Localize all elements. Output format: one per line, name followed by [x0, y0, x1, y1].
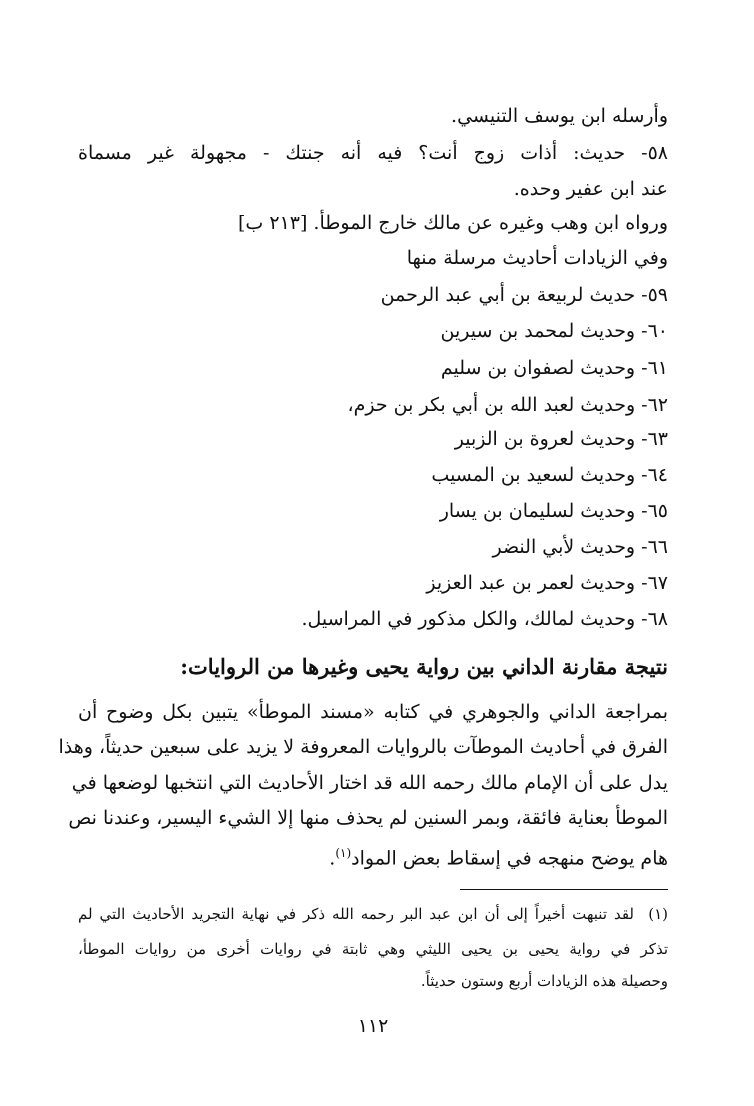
footnote-line: وحصيلة هذه الزيادات أربع وستون حديثاً. — [420, 972, 668, 990]
list-item: ٦٤- وحديث لسعيد بن المسيب — [431, 464, 668, 486]
paragraph-line: الموطأ بعناية فائقة، وبمر السنين لم يحذف منها إلا الشيء اليسير، وعندنا نص — [68, 807, 668, 829]
footnote-line: لقد تنبهت أخيراً إلى أن ابن عبد البر رحمه الله ذكر في نهاية التجريد الأحاديث التي لم — [78, 905, 634, 923]
paragraph-line: الفرق في أحاديث الموطآت بالروايات المعروفة لا يزيد على سبعين حديثاً، وهذا — [58, 736, 668, 758]
footnote-divider — [460, 889, 668, 890]
paragraph-line: يدل على أن الإمام مالك رحمه الله قد اختار الأحاديث التي انتخبها لوضعها في — [71, 772, 668, 794]
page-number: ١١٢ — [357, 1015, 389, 1037]
footnote-line: تذكر في رواية يحيى بن يحيى الليثي وهي ثابتة في روايات أخرى من روايات الموطأ، — [78, 940, 668, 958]
paragraph-end-mark: . — [329, 847, 336, 870]
list-item: ٦٢- وحديث لعبد الله بن أبي بكر بن حزم، — [347, 394, 668, 416]
paragraph-last-text: هام يوضح منهجه في إسقاط بعض المواد — [351, 847, 668, 870]
list-item: ٦٣- وحديث لعروة بن الزبير — [454, 428, 668, 450]
section-heading: نتيجة مقارنة الداني بين رواية يحيى وغيرها من الروايات: — [180, 654, 668, 679]
paragraph-line: بمراجعة الداني والجوهري في كتابه «مسند الموطأ» يتبين بكل وضوح أن — [78, 701, 668, 723]
text-line: ورواه ابن وهب وغيره عن مالك خارج الموطأ. [٢١٣ ب] — [238, 212, 668, 234]
text-line: وفي الزيادات أحاديث مرسلة منها — [406, 247, 668, 269]
text-line: ٥٨- حديث: أذات زوج أنت؟ فيه أنه جنتك - مجهولة غير مسماة — [78, 142, 668, 164]
list-item: ٦٧- وحديث لعمر بن عبد العزيز — [426, 572, 668, 594]
list-item: ٦٠- وحديث لمحمد بن سيرين — [440, 320, 668, 342]
list-item: ٦١- وحديث لصفوان بن سليم — [440, 357, 668, 379]
footnote-reference: (١) — [335, 846, 352, 860]
text-line: وأرسله ابن يوسف التنيسي. — [451, 105, 668, 127]
text-line: عند ابن عفير وحده. — [513, 178, 668, 200]
book-page — [58, 0, 668, 1106]
paragraph-line — [329, 840, 668, 871]
list-item: ٥٩- حديث لربيعة بن أبي عبد الرحمن — [380, 284, 668, 306]
list-item: ٦٥- وحديث لسليمان بن يسار — [439, 500, 668, 522]
list-item: ٦٨- وحديث لمالك، والكل مذكور في المراسيل. — [301, 608, 668, 630]
footnote-number: (١) — [648, 905, 668, 923]
list-item: ٦٦- وحديث لأبي النضر — [492, 536, 668, 558]
